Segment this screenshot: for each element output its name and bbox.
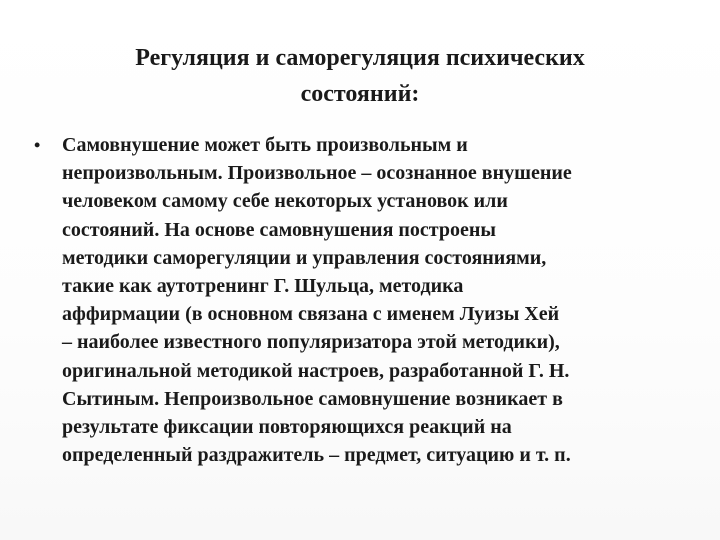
bullet-line-12: определенный раздражитель – предмет, ситуацию и т. п. bbox=[62, 444, 571, 467]
bullet-line-3: человеком самому себе некоторых установок или bbox=[62, 190, 508, 213]
bullet-list bbox=[32, 131, 692, 469]
bullet-line-5: методики саморегуляции и управления состояниями, bbox=[62, 246, 547, 269]
bullet-line-8: – наиболее известного популяризатора этой методики), bbox=[62, 331, 560, 354]
bullet-line-11: результате фиксации повторяющихся реакций на bbox=[62, 416, 512, 439]
bullet-line-10: Сытиным. Непроизвольное самовнушение возникает в bbox=[62, 387, 563, 410]
bullet-line-6: такие как аутотренинг Г. Шульца, методика bbox=[62, 275, 464, 298]
bullet-line-1: Самовнушение может быть произвольным и bbox=[62, 134, 468, 156]
bullet-line-9: оригинальной методикой настроев, разработанной Г. Н. bbox=[62, 359, 570, 382]
bullet-line-4: состояний. На основе самовнушения построены bbox=[62, 218, 497, 241]
title-line-2: состояний: bbox=[300, 81, 420, 107]
title-line-1: Регуляция и саморегуляция психических bbox=[135, 45, 585, 71]
slide-title bbox=[40, 40, 680, 112]
bullet-line-7: аффирмации (в основном связана с именем Луизы Хей bbox=[62, 303, 560, 326]
bullet-item bbox=[32, 131, 692, 469]
bullet-marker: • bbox=[34, 135, 41, 155]
bullet-line-2: непроизвольным. Произвольное – осознанное внушение bbox=[62, 162, 572, 185]
